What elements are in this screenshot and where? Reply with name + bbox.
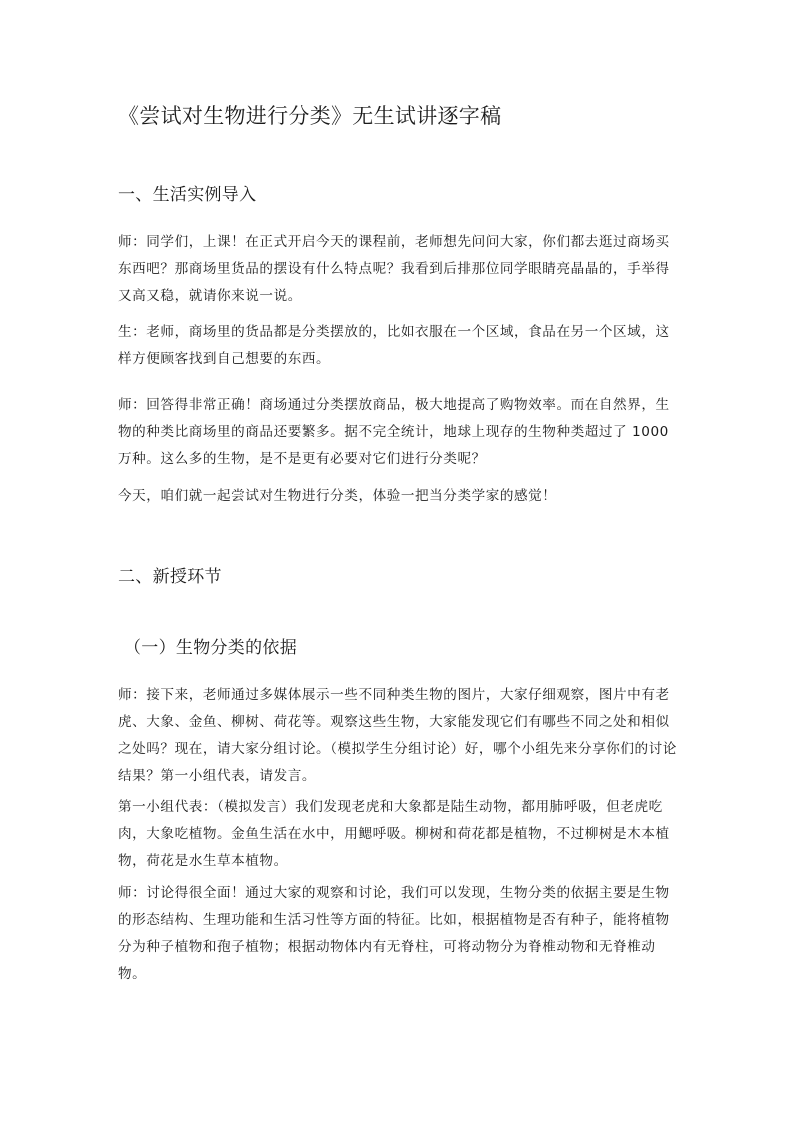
paragraph: 师：同学们，上课！在正式开启今天的课程前，老师想先问问大家，你们都去逛过商场买东西吧？那商场里货品的摆设有什么特点呢？我看到后排那位同学眼睛亮晶晶的，手举得又高又稳，就请你来说一说。: [118, 234, 670, 304]
section-heading-intro: 一、生活实例导入: [118, 185, 257, 205]
document-title: 《尝试对生物进行分类》无生试讲逐字稿: [118, 104, 502, 128]
paragraph: 师：接下来，老师通过多媒体展示一些不同种类生物的图片，大家仔细观察，图片中有老虎、大象、金鱼、柳树、荷花等。观察这些生物，大家能发现它们有哪些不同之处和相似之处吗？现在，请大家分组讨论。（模拟学生分组讨论）好，哪个小组先来分享你们的讨论结果？第一小组代表，请发言。: [118, 687, 677, 784]
section-heading-new-lesson: 二、新授环节: [118, 567, 222, 587]
subsection-heading: （一）生物分类的依据: [124, 638, 297, 658]
paragraph: 第一小组代表：（模拟发言）我们发现老虎和大象都是陆生动物，都用肺呼吸，但老虎吃肉，大象吃植物。金鱼生活在水中，用鳃呼吸。柳树和荷花都是植物，不过柳树是木本植物，荷花是水生草本植物。: [118, 799, 670, 869]
paragraph: 今天，咱们就一起尝试对生物进行分类，体验一把当分类学家的感觉！: [118, 488, 557, 504]
paragraph: 师：回答得非常正确！商场通过分类摆放商品，极大地提高了购物效率。而在自然界，生物的种类比商场里的商品还要繁多。据不完全统计，地球上现存的生物种类超过了 1000 万种。这么多的生物，是不是更有必要对它们进行分类呢？: [118, 397, 670, 467]
paragraph: 生：老师，商场里的货品都是分类摆放的，比如衣服在一个区域，食品在另一个区域，这样方便顾客找到自己想要的东西。: [118, 324, 670, 367]
paragraph: 师：讨论得很全面！通过大家的观察和讨论，我们可以发现，生物分类的依据主要是生物的形态结构、生理功能和生活习性等方面的特征。比如，根据植物是否有种子，能将植物分为种子植物和孢子植物；根据动物体内有无脊柱，可将动物分为脊椎动物和无脊椎动物。: [118, 885, 670, 982]
